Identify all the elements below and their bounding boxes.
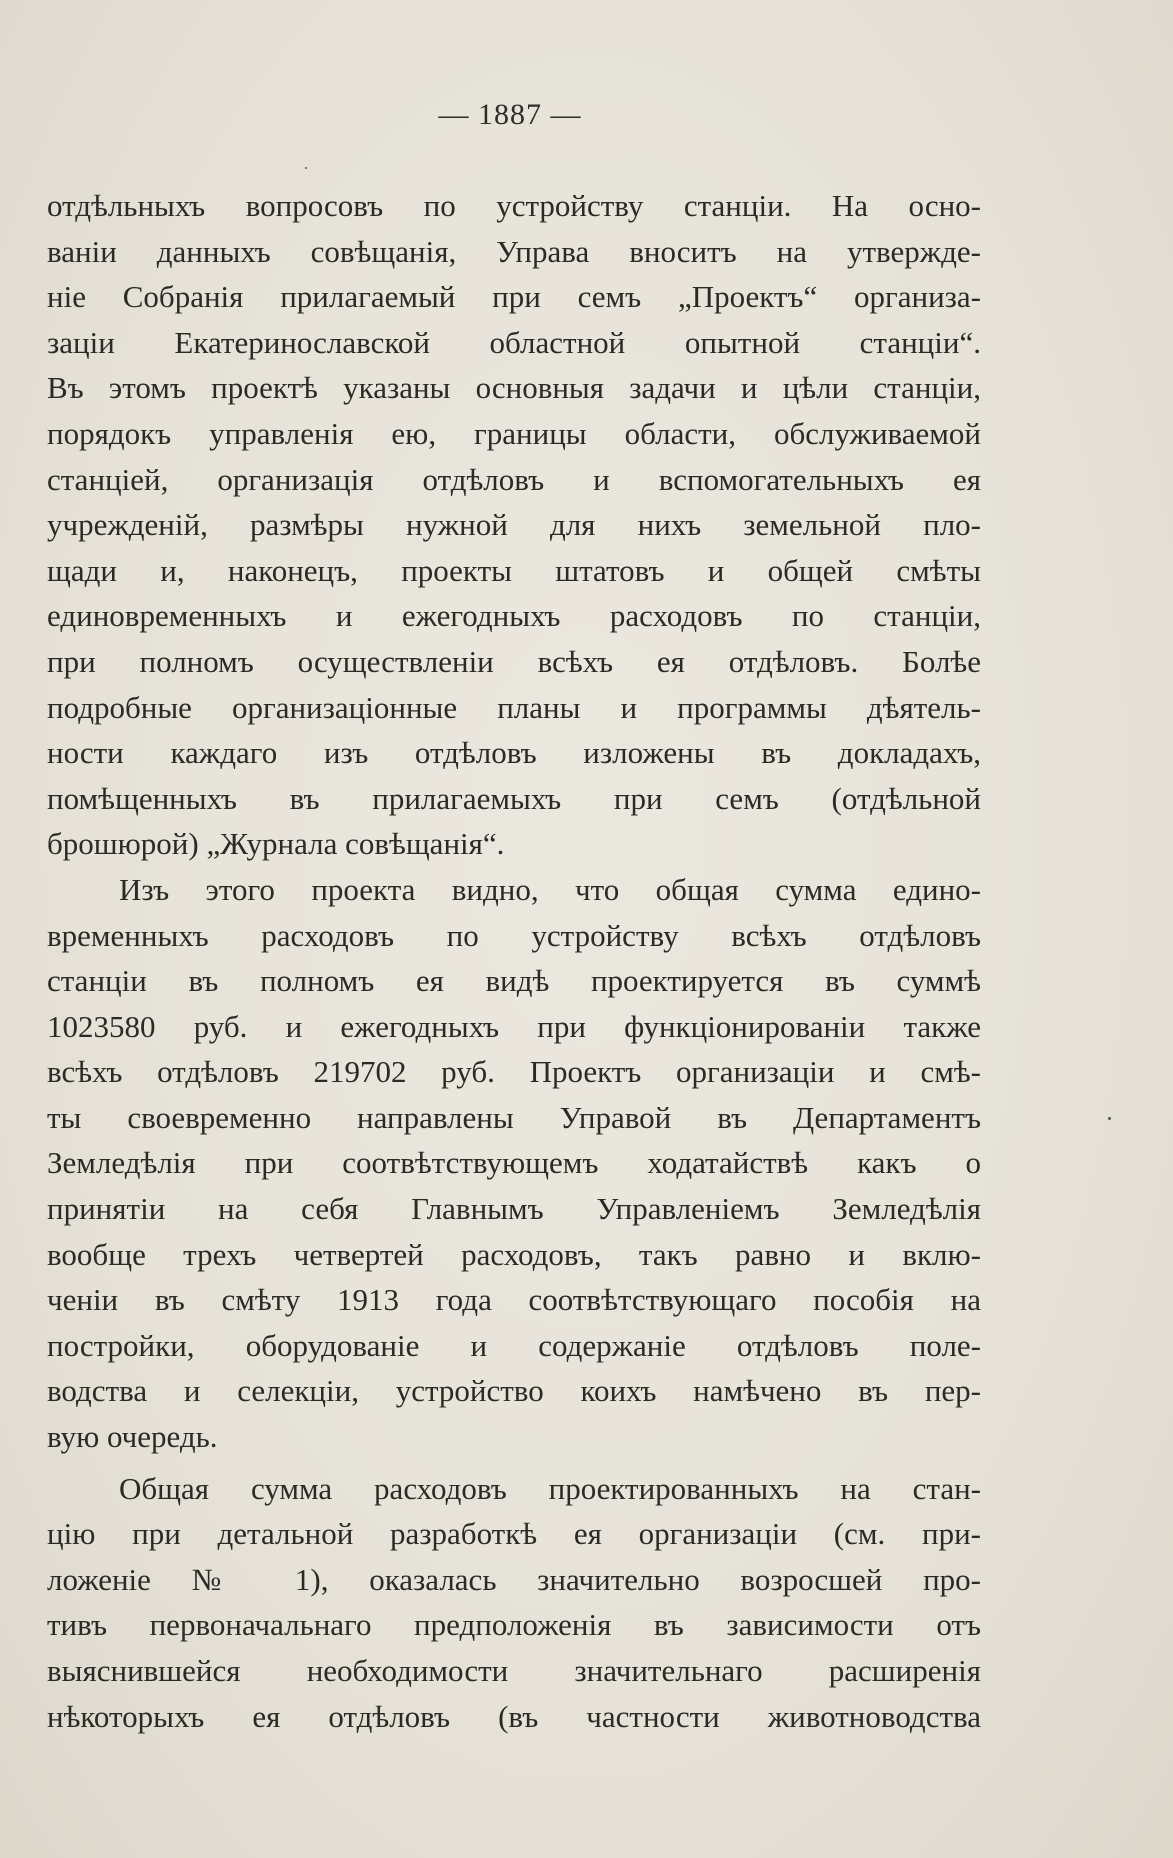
text-line: подробные организаціонные планы и программы дѣятель-	[47, 689, 981, 725]
body-text	[47, 183, 981, 1739]
text-line: ченіи въ смѣту 1913 года соотвѣтствующаго пособія на	[47, 1282, 981, 1318]
text-line: временныхъ расходовъ по устройству всѣхъ отдѣловъ	[47, 917, 981, 953]
text-line: водства и селекціи, устройство коихъ намѣчено въ пер-	[47, 1373, 981, 1409]
text-line: принятіи на себя Главнымъ Управленіемъ Земледѣлія	[47, 1191, 981, 1227]
text-line: 1023580 руб. и ежегодныхъ при функціонированіи также	[47, 1008, 981, 1044]
text-line: Земледѣлія при соотвѣтствующемъ ходатайствѣ какъ о	[47, 1145, 981, 1181]
text-line: ваніи данныхъ совѣщанія, Управа вноситъ на утвержде-	[47, 233, 981, 269]
text-line: станціи въ полномъ ея видѣ проектируется въ суммѣ	[47, 963, 981, 999]
text-line: щади и, наконецъ, проекты штатовъ и общей смѣты	[47, 552, 981, 588]
text-line: ложеніе № 1), оказалась значительно возросшей про-	[47, 1561, 981, 1597]
text-line: выяснившейся необходимости значительнаго расширенія	[47, 1653, 981, 1688]
text-line: учрежденій, размѣры нужной для нихъ земельной пло-	[47, 507, 981, 543]
text-line: заціи Екатеринославской областной опытной станціи“.	[47, 324, 981, 360]
text-line: помѣщенныхъ въ прилагаемыхъ при семъ (отдѣльной	[47, 780, 981, 816]
text-line: Изъ этого проекта видно, что общая сумма едино-	[119, 871, 981, 907]
print-speck	[1108, 1117, 1111, 1120]
print-speck	[305, 167, 307, 169]
text-line: Общая сумма расходовъ проектированныхъ на стан-	[119, 1470, 981, 1506]
text-line: ніе Собранія прилагаемый при семъ „Проектъ“ организа-	[47, 279, 981, 315]
text-line: брошюрой) „Журнала совѣщанія“.	[47, 826, 505, 862]
text-line: Въ этомъ проектѣ указаны основныя задачи и цѣли станціи,	[47, 370, 981, 406]
page-number: — 1887 —	[438, 98, 582, 131]
text-line: цію при детальной разработкѣ ея организаціи (см. при-	[47, 1516, 981, 1552]
text-line: тивъ первоначальнаго предположенія въ зависимости отъ	[47, 1607, 981, 1643]
text-line: при полномъ осуществленіи всѣхъ ея отдѣловъ. Болѣе	[47, 643, 981, 679]
text-line: нѣкоторыхъ ея отдѣловъ (въ частности животноводства	[47, 1698, 981, 1734]
text-line: ности каждаго изъ отдѣловъ изложены въ докладахъ,	[47, 735, 981, 771]
text-line: ты своевременно направлены Управой въ Департаментъ	[47, 1099, 981, 1135]
text-line: станціей, организація отдѣловъ и вспомогательныхъ ея	[47, 461, 981, 497]
text-line: порядокъ управленія ею, границы области, обслуживаемой	[47, 415, 981, 451]
text-line: отдѣльныхъ вопросовъ по устройству станціи. На осно-	[47, 188, 981, 223]
text-line: постройки, оборудованіе и содержаніе отдѣловъ поле-	[47, 1327, 981, 1363]
text-line: всѣхъ отдѣловъ 219702 руб. Проектъ организаціи и смѣ-	[47, 1054, 981, 1090]
text-line: вую очередь.	[47, 1419, 218, 1455]
text-line: вообще трехъ четвертей расходовъ, такъ равно и вклю-	[47, 1236, 981, 1272]
text-line: единовременныхъ и ежегодныхъ расходовъ по станціи,	[47, 598, 981, 634]
